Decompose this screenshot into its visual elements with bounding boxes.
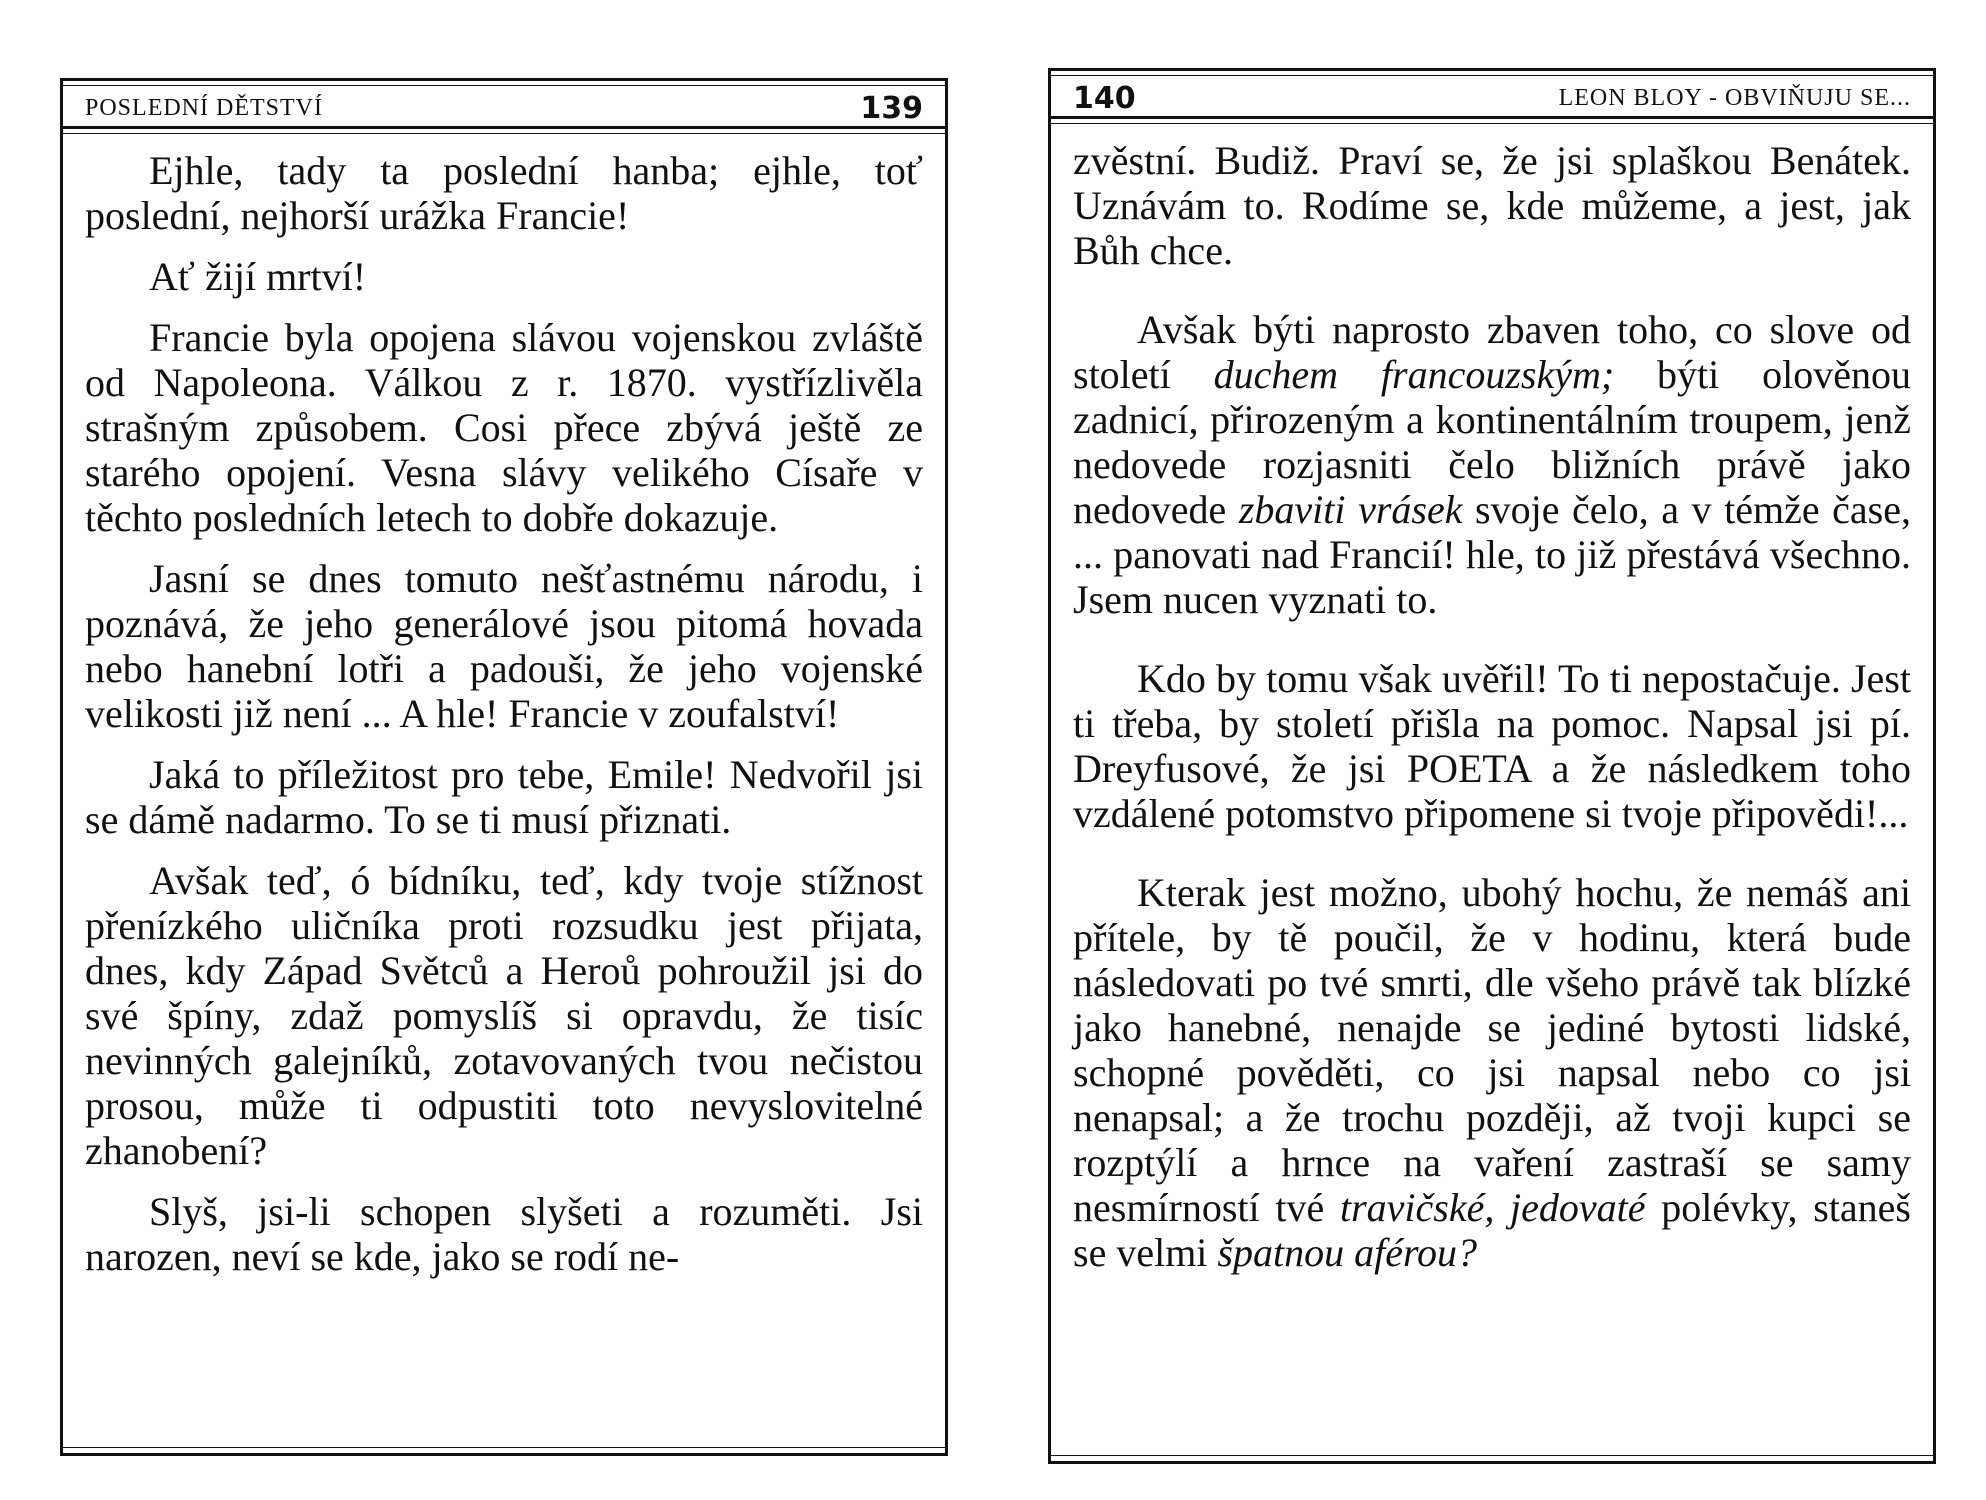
right-page-body (1051, 124, 1933, 1275)
text-run: Kterak jest možno, ubohý hochu, že nemáš ani přítele, by tě poučil, že v hodinu, která bude následovati po tvé smrti, dle všeho právě tak blízké jako hanebné, nenajde se jediné bytosti lidské, schopné pověděti, co jsi napsal nebo co jsi nenapsal; a že trochu později, až tvoji kupci se rozptýlí a hrnce na vaření zastraší se samy nesmírností tvé (1073, 870, 1911, 1230)
top-rule (63, 78, 945, 81)
bottom-rules (63, 1447, 945, 1456)
italic-run: zbaviti vrásek (1238, 487, 1463, 532)
paragraph: zvěstní. Budiž. Praví se, že jsi splaškou Benátek. Uznávám to. Rodíme se, kde můžeme, a jest, jak Bůh chce. (1073, 138, 1911, 273)
page-number: 140 (1073, 80, 1136, 116)
header-rule (63, 126, 945, 129)
paragraph: Jaká to příležitost pro tebe, Emile! Nedvořil jsi se dámě nadarmo. To se ti musí přiznati. (85, 752, 923, 842)
running-head: POSLEDNÍ DĚTSTVÍ (85, 94, 323, 121)
text-run: polévky, staneš se velmi (1073, 1185, 1911, 1275)
bottom-rules (1051, 1455, 1933, 1464)
paragraph: Avšak teď, ó bídníku, teď, kdy tvoje stížnost přenízkého uličníka proti rozsudku jest přijata, dnes, kdy Západ Světců a Heroů pohroužil jsi do své špíny, zdaž pomyslíš si opravdu, že tisíc nevinných galejníků, zotavovaných tvou nečistou prosou, může ti odpustiti toto nevyslovitelné zhanobení? (85, 858, 923, 1173)
text-run: Avšak býti naprosto zbaven toho, co slove od století (1073, 307, 1911, 397)
text-run: svoje čelo, a v témže čase, ... panovati nad Francií! hle, to již přestává všechno. Jsem nucen vyznati to. (1073, 487, 1912, 622)
paragraph: Ejhle, tady ta poslední hanba; ejhle, toť poslední, nejhorší urážka Francie! (85, 148, 923, 238)
paragraph (1073, 870, 1911, 1275)
paragraph: Ať žijí mrtví! (149, 254, 367, 299)
paragraph: Kdo by tomu však uvěřil! To ti nepostačuje. Jest ti třeba, by století přišla na pomoc. Napsal jsi pí. Dreyfusové, že jsi POETA a že následkem toho vzdálené potomstvo připomene si tvoje připovědi!... (1073, 656, 1911, 836)
header-rule (1051, 116, 1933, 119)
italic-run: duchem francouzským; (1213, 352, 1615, 397)
left-page-body (63, 134, 945, 1279)
left-page (60, 78, 948, 1456)
right-page-header (1051, 76, 1933, 116)
paragraph: Jasní se dnes tomuto nešťastnému národu, i poznává, že jeho generálové jsou pitomá hovada nebo hanební lotři a padouši, že jeho vojenské velikosti již není ... A hle! Francie v zoufalství! (85, 556, 923, 736)
top-rule (1051, 68, 1933, 71)
page-number: 139 (860, 90, 923, 126)
paragraph (1073, 307, 1911, 622)
running-head: LEON BLOY - OBVIŇUJU SE... (1558, 84, 1911, 111)
italic-run: špatnou aférou? (1217, 1230, 1478, 1275)
left-page-header (63, 86, 945, 126)
right-page (1048, 68, 1936, 1464)
italic-run: travičské, jedovaté (1339, 1185, 1646, 1230)
paragraph: Francie byla opojena slávou vojenskou zvláště od Napoleona. Válkou z r. 1870. vystřízlivěla strašným způsobem. Cosi přece zbývá ještě ze starého opojení. Vesna slávy velikého Císaře v těchto posledních letech to dobře dokazuje. (85, 315, 923, 540)
paragraph: Slyš, jsi-li schopen slyšeti a rozuměti. Jsi narozen, neví se kde, jako se rodí ne- (85, 1189, 923, 1279)
text-run: býti olověnou zadnicí, přirozeným a kontinentálním troupem, jenž nedovede rozjasniti čelo bližních právě jako nedovede (1073, 352, 1911, 532)
